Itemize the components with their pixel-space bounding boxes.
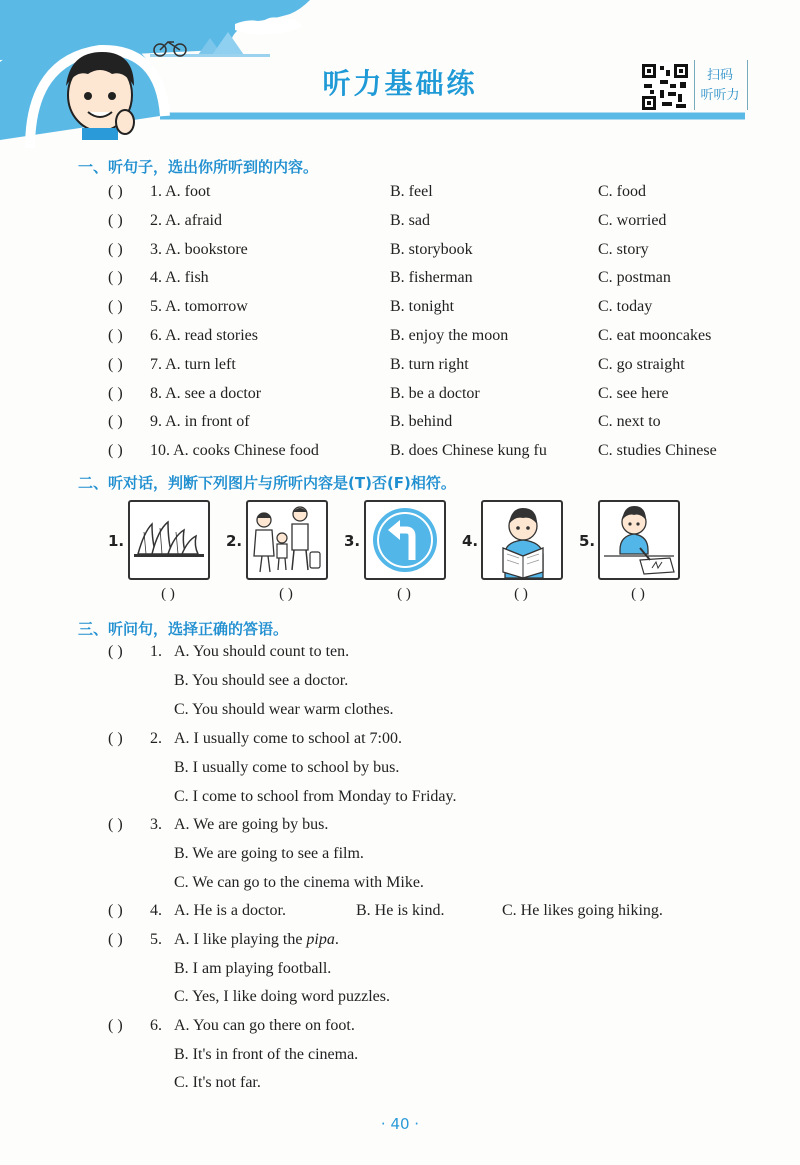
question-number: 1. (150, 643, 162, 660)
answer-blank[interactable]: ( ) (631, 586, 645, 602)
item-number (150, 207, 222, 235)
answer-blank[interactable]: ( ) (108, 385, 123, 402)
option-a: A. turn left (165, 356, 236, 373)
option-a-text: A. I like playing the (174, 931, 307, 948)
option-a: A. tomorrow (165, 298, 248, 315)
boy-drawing-icon (600, 502, 678, 578)
picture-5 (598, 500, 680, 580)
answer-blank[interactable]: ( ) (108, 212, 123, 229)
option-a: A. You should count to ten. (174, 643, 350, 660)
option-b: B. feel (390, 183, 433, 200)
item-number (150, 178, 210, 206)
option-c: C. He likes going hiking. (502, 902, 663, 919)
option-b: B. fisherman (390, 269, 473, 286)
item-number-text: 5. (150, 298, 162, 315)
option-b: B. We are going to see a film. (174, 845, 364, 862)
item-number (150, 293, 248, 321)
option-b: B. does Chinese kung fu (390, 442, 547, 459)
answer-blank[interactable]: ( ) (108, 442, 123, 459)
option-a: A. We are going by bus. (174, 816, 329, 833)
item-number (150, 322, 258, 350)
answer-blank[interactable]: ( ) (108, 269, 123, 286)
option-c: C. Yes, I like doing word puzzles. (174, 988, 390, 1005)
option-a-italic: pipa (306, 931, 335, 948)
option-a: A. afraid (165, 212, 222, 229)
option-c: C. You should wear warm clothes. (174, 701, 394, 718)
option-a: A. read stories (165, 327, 258, 344)
option-b: B. storybook (390, 241, 473, 258)
option-a-end: . (334, 931, 339, 948)
question-number: 2. (150, 730, 162, 747)
item-number-text: 2. (150, 212, 162, 229)
qr-code-icon (640, 62, 690, 112)
item-number-text: 1. (150, 183, 162, 200)
qr-label-line-1: 扫码 (706, 68, 733, 83)
option-c: C. food (598, 183, 646, 200)
answer-blank[interactable]: ( ) (108, 643, 123, 660)
answer-blank[interactable]: ( ) (108, 816, 123, 833)
section1-heading: 一、听句子，选出你所听到的内容。 (78, 158, 319, 176)
answer-blank[interactable]: ( ) (108, 931, 123, 948)
option-a: A. You can go there on foot. (174, 1017, 355, 1034)
answer-blank[interactable]: ( ) (279, 586, 293, 602)
family-travel-icon (248, 502, 326, 578)
answer-blank[interactable]: ( ) (108, 902, 123, 919)
item-number (150, 380, 261, 408)
option-c: C. eat mooncakes (598, 327, 712, 344)
question-number: 3. (150, 816, 162, 833)
page-number: · 40 · (380, 1115, 420, 1133)
answer-blank[interactable]: ( ) (108, 413, 123, 430)
option-b: B. turn right (390, 356, 469, 373)
option-c: C. I come to school from Monday to Friday. (174, 788, 457, 805)
option-b: B. You should see a doctor. (174, 672, 349, 689)
picture-2 (246, 500, 328, 580)
answer-blank[interactable]: ( ) (108, 298, 123, 315)
option-b: B. sad (390, 212, 430, 229)
qr-label-line-2: 听听力 (700, 88, 740, 103)
answer-blank[interactable]: ( ) (108, 327, 123, 344)
item-number (150, 408, 250, 436)
picture-3 (364, 500, 446, 580)
item-number (150, 351, 236, 379)
page-title: 听力基础练 (322, 67, 478, 100)
option-c: C. today (598, 298, 653, 315)
option-a: A. in front of (165, 413, 250, 430)
item-number-text: 7. (150, 356, 162, 373)
option-a (174, 926, 339, 954)
answer-blank[interactable]: ( ) (161, 586, 175, 602)
option-c: C. We can go to the cinema with Mike. (174, 874, 424, 891)
option-c: C. see here (598, 385, 669, 402)
picture-1 (128, 500, 210, 580)
option-a: A. cooks Chinese food (173, 442, 319, 459)
opera-house-icon (130, 502, 208, 578)
item-number (150, 236, 248, 264)
option-c: C. worried (598, 212, 667, 229)
section3-heading: 三、听问句，选择正确的答语。 (78, 620, 289, 638)
answer-blank[interactable]: ( ) (108, 356, 123, 373)
option-a: A. see a doctor (165, 385, 262, 402)
turn-left-sign-icon (366, 502, 444, 578)
option-c: C. studies Chinese (598, 442, 717, 459)
answer-blank[interactable]: ( ) (108, 241, 123, 258)
option-a: A. bookstore (165, 241, 248, 258)
picture-number: 2. (226, 532, 243, 550)
answer-blank[interactable]: ( ) (108, 1017, 123, 1034)
picture-number: 5. (579, 532, 596, 550)
item-number (150, 437, 319, 465)
option-c: C. go straight (598, 356, 685, 373)
item-number-text: 10. (150, 442, 170, 459)
item-number-text: 3. (150, 241, 162, 258)
item-number-text: 4. (150, 269, 162, 286)
option-a: A. fish (165, 269, 209, 286)
section2-heading: 二、听对话，判断下列图片与所听内容是(T)否(F)相符。 (78, 474, 456, 492)
option-a: A. He is a doctor. (174, 902, 286, 919)
option-c: C. story (598, 241, 649, 258)
option-b: B. enjoy the moon (390, 327, 509, 344)
option-c: C. It's not far. (174, 1074, 261, 1091)
picture-number: 4. (462, 532, 479, 550)
answer-blank[interactable]: ( ) (108, 730, 123, 747)
option-b: B. I am playing football. (174, 960, 332, 977)
option-b: B. He is kind. (356, 902, 445, 919)
option-b: B. behind (390, 413, 453, 430)
answer-blank[interactable]: ( ) (514, 586, 528, 602)
item-number (150, 264, 209, 292)
option-c: C. next to (598, 413, 661, 430)
item-number-text: 8. (150, 385, 162, 402)
question-number: 5. (150, 931, 162, 948)
option-a: A. foot (165, 183, 211, 200)
qr-label (696, 66, 744, 106)
picture-number: 1. (108, 532, 125, 550)
question-number: 4. (150, 902, 162, 919)
item-number-text: 9. (150, 413, 162, 430)
answer-blank[interactable]: ( ) (108, 183, 123, 200)
picture-4 (481, 500, 563, 580)
picture-number: 3. (344, 532, 361, 550)
option-c: C. postman (598, 269, 671, 286)
question-number: 6. (150, 1017, 162, 1034)
option-b: B. I usually come to school by bus. (174, 759, 400, 776)
answer-blank[interactable]: ( ) (397, 586, 411, 602)
option-b: B. tonight (390, 298, 455, 315)
item-number-text: 6. (150, 327, 162, 344)
option-a: A. I usually come to school at 7:00. (174, 730, 402, 747)
option-b: B. be a doctor (390, 385, 480, 402)
boy-reading-icon (483, 502, 561, 578)
option-b: B. It's in front of the cinema. (174, 1046, 359, 1063)
